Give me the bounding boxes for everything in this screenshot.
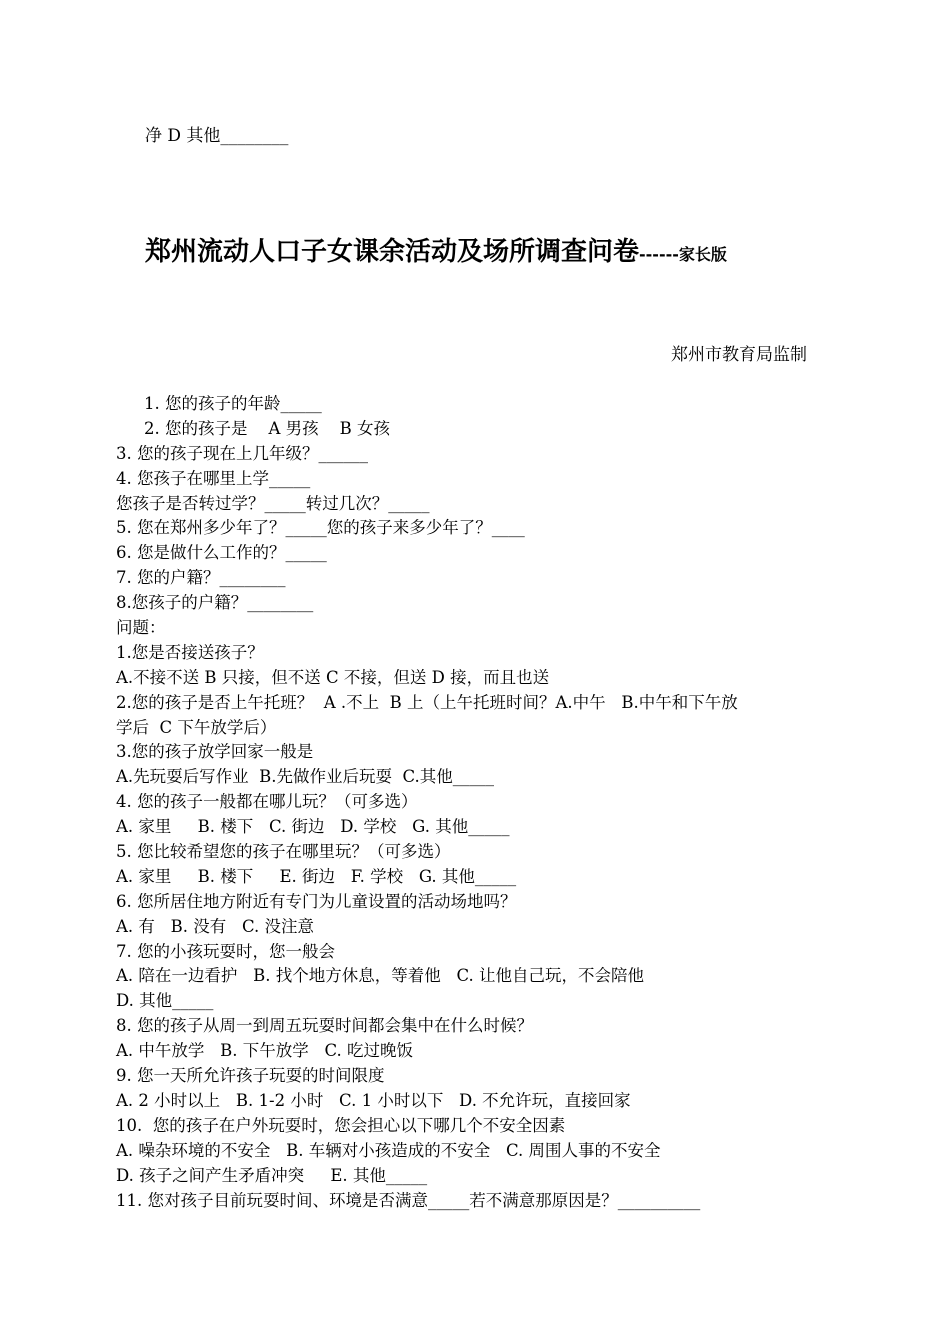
question-line: 2. 您的孩子是 A 男孩 B 女孩 <box>144 418 390 438</box>
question-line: 您孩子是否转过学？_____转过几次？_____ <box>116 493 430 513</box>
question-line: A. 中午放学 B. 下午放学 C. 吃过晚饭 <box>116 1041 414 1061</box>
question-line: 7. 您的户籍？________ <box>116 568 286 588</box>
question-line: 9. 您一天所允许孩子玩耍的时间限度 <box>116 1066 385 1086</box>
question-line: 5. 您在郑州多少年了？_____您的孩子来多少年了？____ <box>116 518 525 538</box>
question-line: 问题： <box>116 618 166 638</box>
question-line: A. 陪在一边看护 B. 找个地方休息，等着他 C. 让他自己玩，不会陪他 <box>116 966 645 986</box>
question-line: 3. 您的孩子现在上几年级？______ <box>116 443 368 463</box>
survey-title-main: 郑州流动人口子女课余活动及场所调查问卷 <box>145 237 640 267</box>
question-line: 3.您的孩子放学回家一般是 <box>116 742 314 762</box>
question-line: 11. 您对孩子目前玩耍时间、环境是否满意_____若不满意那原因是？__________ <box>116 1190 701 1210</box>
question-line: A. 噪杂环境的不安全 B. 车辆对小孩造成的不安全 C. 周围人事的不安全 <box>116 1140 661 1160</box>
question-line: 6. 您是做什么工作的？_____ <box>116 543 327 563</box>
question-line: 1. 您的孩子的年龄_____ <box>144 394 322 413</box>
question-line: 2.您的孩子是否上午托班？ A .不上 B 上（上午托班时间？A.中午 B.中午和下午放 <box>116 692 738 712</box>
question-line: 8. 您的孩子从周一到周五玩耍时间都会集中在什么时候？ <box>116 1016 533 1036</box>
question-line: 8.您孩子的户籍？________ <box>116 593 314 613</box>
supervisor-label: 郑州市教育局监制 <box>671 345 807 365</box>
question-line: 10. 您的孩子在户外玩耍时，您会担心以下哪几个不安全因素 <box>116 1115 566 1135</box>
question-line: 学后 C 下午放学后） <box>116 717 277 737</box>
question-line: A.不接不送 B 只接，但不送 C 不接，但送 D 接，而且也送 <box>116 667 550 687</box>
question-line: 7. 您的小孩玩耍时，您一般会 <box>116 941 335 961</box>
question-line: 5. 您比较希望您的孩子在哪里玩？（可多选） <box>116 842 451 862</box>
question-list <box>116 392 836 1213</box>
survey-title <box>145 232 727 275</box>
question-line: 6. 您所居住地方附近有专门为儿童设置的活动场地吗？ <box>116 891 517 911</box>
question-line: D. 其他_____ <box>116 991 214 1011</box>
question-line: A.先玩耍后写作业 B.先做作业后玩耍 C.其他_____ <box>116 767 495 787</box>
question-line: A. 家里 B. 楼下 E. 街边 F. 学校 G. 其他_____ <box>116 866 517 886</box>
question-line: A. 2 小时以上 B. 1-2 小时 C. 1 小时以下 D. 不允许玩，直接回家 <box>116 1090 631 1110</box>
question-line: 4. 您的孩子一般都在哪儿玩？（可多选） <box>116 792 418 812</box>
question-line: 1.您是否接送孩子？ <box>116 642 264 662</box>
survey-title-suffix: ------家长版 <box>639 245 727 264</box>
question-line: A. 有 B. 没有 C. 没注意 <box>116 916 315 936</box>
question-line: A. 家里 B. 楼下 C. 街边 D. 学校 G. 其他_____ <box>116 817 510 837</box>
question-line: 4. 您孩子在哪里上学_____ <box>116 468 311 488</box>
question-line: D. 孩子之间产生矛盾冲突 E. 其他_____ <box>116 1165 428 1185</box>
continued-option-line: 净 D 其他________ <box>145 126 289 146</box>
